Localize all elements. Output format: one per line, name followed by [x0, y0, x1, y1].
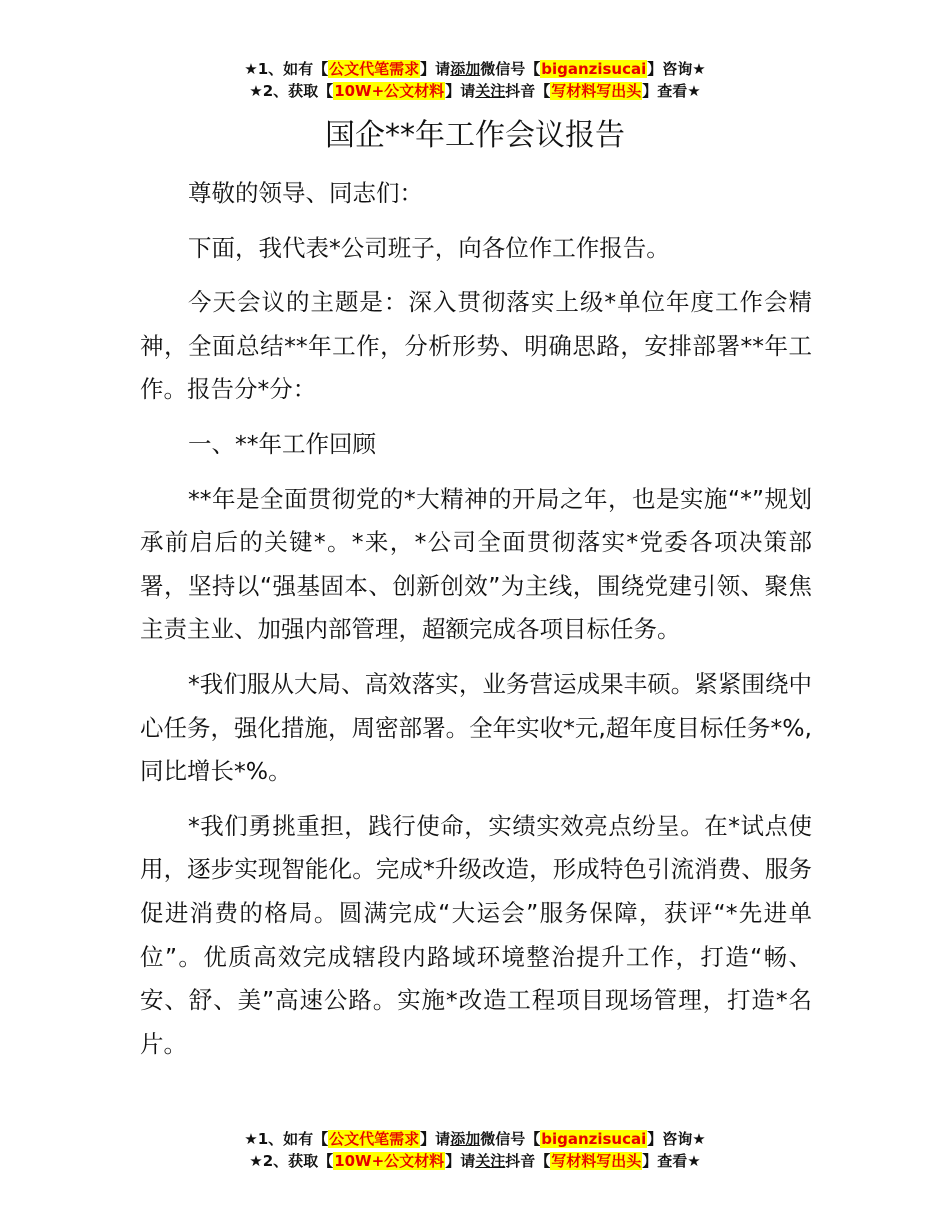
banner-line-1 [0, 1128, 950, 1150]
banner-line-2 [0, 80, 950, 102]
banner-highlight: 写材料写出头 [551, 1152, 642, 1170]
document-title: 国企**年工作会议报告 [325, 118, 625, 153]
paragraph-operations: *我们服从大局、高效落实，业务营运成果丰硕。紧紧围绕中心任务，强化措施，周密部署。全年实收*元,超年度目标任务*%,同比增长*%。 [140, 669, 812, 786]
paragraph-intro: 下面，我代表*公司班子，向各位作工作报告。 [188, 233, 670, 262]
banner-text: 】请 [445, 82, 476, 100]
banner-highlight: biganzisucai [541, 1130, 647, 1148]
banner-highlight: biganzisucai [541, 60, 647, 78]
banner-text: 】请 [420, 60, 451, 78]
banner-line-1 [0, 58, 950, 80]
header-banner [0, 58, 950, 102]
banner-text: ★2、获取【 [249, 82, 334, 100]
banner-text: 】请 [445, 1152, 476, 1170]
banner-text: 抖音【 [505, 82, 551, 100]
paragraph-highlights: *我们勇挑重担，践行使命，实绩实效亮点纷呈。在*试点使用，逐步实现智能化。完成*升级改造，形成特色引流消费、服务促进消费的格局。圆满完成“大运会”服务保障，获评“*先进单位”。优质高效完成辖段内路域环境整治提升工作，打造“畅、安、舒、美”高速公路。实施*改造工程项目现场管理，打造*名片。 [140, 811, 812, 1058]
banner-highlight: 10W+公文材料 [334, 82, 445, 100]
banner-text: ★1、如有【 [244, 60, 329, 78]
banner-text: 】请 [420, 1130, 451, 1148]
banner-highlight: 公文代笔需求 [329, 1130, 420, 1148]
banner-text: 】咨询★ [647, 1130, 706, 1148]
banner-text: 】查看★ [642, 1152, 701, 1170]
banner-text: ★1、如有【 [244, 1130, 329, 1148]
paragraph-theme: 今天会议的主题是：深入贯彻落实上级*单位年度工作会精神，全面总结**年工作，分析形势、明确思路，安排部署**年工作。报告分*分： [140, 288, 812, 404]
banner-highlight: 公文代笔需求 [329, 60, 420, 78]
banner-underlined-text: 添加 [450, 1130, 481, 1148]
document-body [140, 172, 812, 1077]
banner-text: 】查看★ [642, 82, 701, 100]
banner-text: 微信号【 [480, 1130, 541, 1148]
banner-line-2 [0, 1150, 950, 1172]
banner-text: 】咨询★ [647, 60, 706, 78]
banner-underlined-text: 关注 [475, 1152, 506, 1170]
banner-underlined-text: 关注 [475, 82, 506, 100]
section-heading: 一、**年工作回顾 [188, 429, 376, 458]
paragraph-salutation: 尊敬的领导、同志们： [188, 179, 423, 207]
banner-highlight: 10W+公文材料 [334, 1152, 445, 1170]
banner-underlined-text: 添加 [450, 60, 481, 78]
banner-highlight: 写材料写出头 [551, 82, 642, 100]
banner-text: ★2、获取【 [249, 1152, 334, 1170]
banner-text: 微信号【 [480, 60, 541, 78]
banner-text: 抖音【 [505, 1152, 551, 1170]
footer-banner [0, 1128, 950, 1172]
paragraph-review: **年是全面贯彻党的*大精神的开局之年，也是实施“*”规划承前启后的关键*。*来，*公司全面贯彻落实*党委各项决策部署，坚持以“强基固本、创新创效”为主线，围绕党建引领、聚焦主责主业、加强内部管理，超额完成各项目标任务。 [140, 484, 812, 644]
